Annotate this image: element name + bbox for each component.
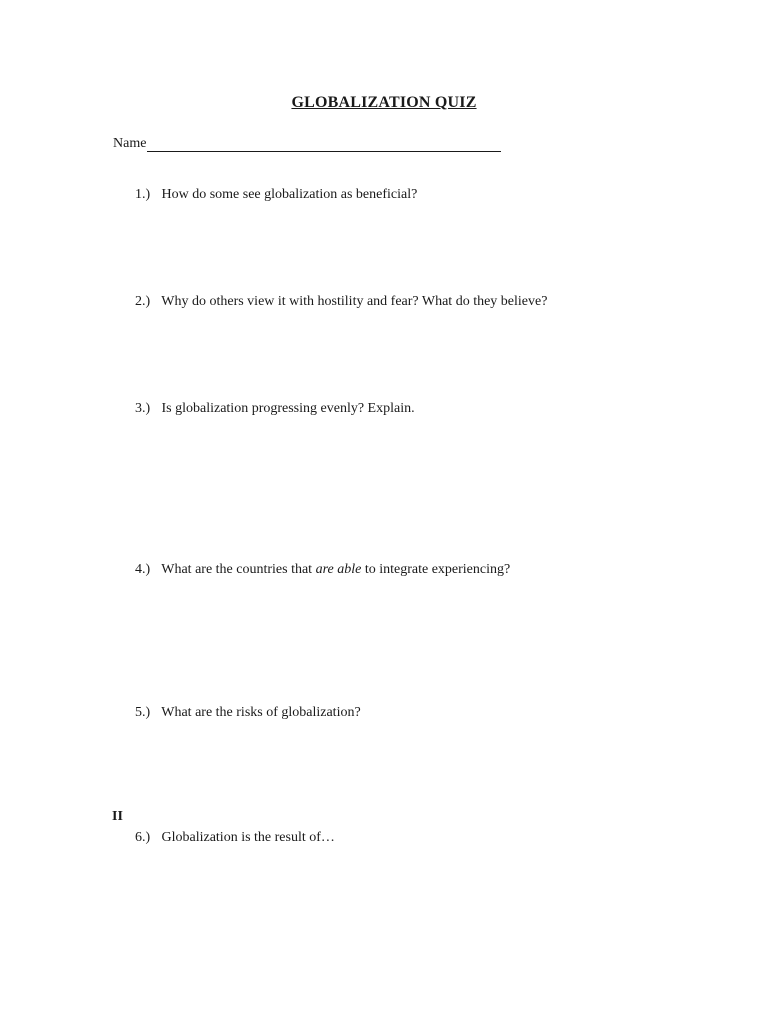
question-2	[135, 293, 547, 311]
question-6	[135, 829, 335, 847]
question-3	[135, 400, 415, 418]
question-text-emphasis: are able	[315, 562, 362, 577]
question-1	[135, 186, 417, 204]
question-number: 2.)	[135, 294, 151, 309]
question-text: What are the risks of globalization?	[161, 705, 361, 720]
quiz-title: GLOBALIZATION QUIZ	[291, 94, 477, 111]
question-text	[161, 562, 510, 577]
name-label: Name	[113, 136, 147, 151]
question-number: 3.)	[135, 401, 151, 416]
question-text: Why do others view it with hostility and fear? What do they believe?	[161, 294, 548, 309]
name-field[interactable]	[113, 132, 513, 152]
question-text: Is globalization progressing evenly? Explain.	[161, 401, 415, 416]
question-5	[135, 704, 361, 722]
question-number: 6.)	[135, 830, 151, 845]
question-number: 4.)	[135, 562, 151, 577]
question-text-after: to integrate experiencing?	[361, 562, 511, 577]
question-text: How do some see globalization as beneficial?	[161, 187, 418, 202]
question-number: 1.)	[135, 187, 151, 202]
question-number: 5.)	[135, 705, 151, 720]
name-blank-line[interactable]	[147, 135, 501, 152]
question-4	[135, 561, 510, 579]
section-label: II	[112, 809, 123, 824]
question-text-before: What are the countries that	[161, 562, 316, 577]
question-text: Globalization is the result of…	[161, 830, 335, 845]
